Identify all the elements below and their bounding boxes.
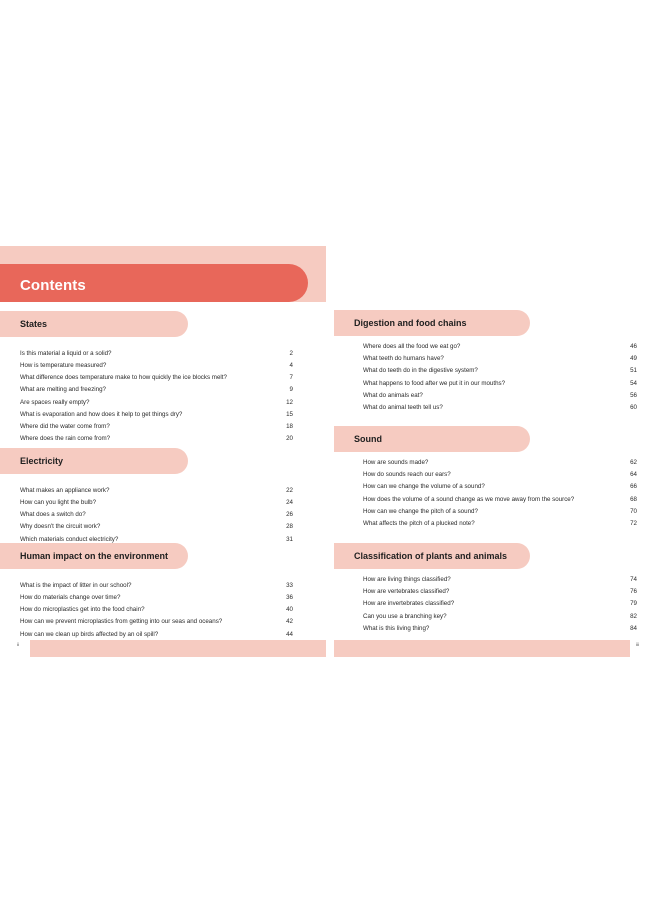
- toc-page-number: 74: [630, 576, 637, 583]
- toc-page-number: 24: [286, 499, 293, 507]
- toc-page-number: 46: [630, 343, 637, 350]
- toc-entry[interactable]: Where does all the food we eat go?: [363, 343, 461, 350]
- toc-entry[interactable]: What is this living thing?: [363, 624, 430, 632]
- section-title: Digestion and food chains: [354, 318, 467, 328]
- toc-entry[interactable]: What makes an appliance work?: [20, 487, 110, 494]
- toc-page-number: 15: [286, 410, 293, 418]
- page-number-left: ii: [17, 642, 19, 647]
- toc-page-number: 49: [630, 355, 637, 363]
- toc-page-number: 28: [286, 523, 293, 531]
- toc-entry[interactable]: What are melting and freezing?: [20, 386, 106, 394]
- toc-entry[interactable]: What affects the pitch of a plucked note?: [363, 520, 475, 527]
- toc-page-number: 12: [286, 398, 293, 406]
- toc-entry[interactable]: What do animals eat?: [363, 391, 423, 399]
- toc-entry[interactable]: How do microplastics get into the food chain?: [20, 606, 145, 614]
- toc-entry[interactable]: What is the impact of litter in our school?: [20, 582, 132, 589]
- toc-entry[interactable]: What do teeth do in the digestive system?: [363, 367, 478, 375]
- toc-page-number: 68: [630, 495, 637, 503]
- footer-bar-right: [334, 640, 630, 657]
- toc-page-number: 22: [286, 487, 293, 494]
- toc-page-number: 18: [286, 422, 293, 430]
- toc-entry[interactable]: How does the volume of a sound change as we move away from the source?: [363, 495, 575, 503]
- section-title: Electricity: [20, 456, 64, 466]
- toc-entry[interactable]: Is this material a liquid or a solid?: [20, 350, 112, 357]
- toc-page-number: 60: [630, 404, 637, 411]
- toc-entry[interactable]: What is evaporation and how does it help to get things dry?: [20, 410, 183, 418]
- toc-page-number: 82: [630, 612, 637, 620]
- section-title: Sound: [354, 434, 382, 444]
- toc-page-number: 84: [630, 624, 637, 632]
- toc-entry[interactable]: How do materials change over time?: [20, 594, 121, 602]
- toc-page-number: 4: [289, 362, 293, 370]
- toc-page-number: 9: [289, 386, 293, 394]
- toc-entry[interactable]: What difference does temperature make to how quickly the ice blocks melt?: [20, 374, 227, 382]
- toc-page-number: 20: [286, 435, 293, 443]
- toc-page-number: 7: [289, 374, 293, 382]
- toc-page-number: 31: [286, 535, 293, 543]
- toc-page-number: 26: [286, 511, 293, 519]
- section-title: Classification of plants and animals: [354, 551, 508, 561]
- toc-page-number: 56: [630, 391, 637, 399]
- toc-page-number: 44: [286, 630, 293, 638]
- toc-entry[interactable]: How are invertebrates classified?: [363, 600, 455, 608]
- toc-page-number: 2: [289, 350, 293, 357]
- toc-page-number: 54: [630, 379, 637, 387]
- toc-entry[interactable]: How can we prevent microplastics from getting into our seas and oceans?: [20, 618, 223, 626]
- toc-entry[interactable]: What happens to food after we put it in our mouths?: [363, 379, 506, 387]
- toc-entry[interactable]: How can we clean up birds affected by an oil spill?: [20, 630, 159, 638]
- toc-entry[interactable]: How are sounds made?: [363, 459, 429, 466]
- toc-page-number: 51: [630, 367, 637, 375]
- toc-entry[interactable]: How do sounds reach our ears?: [363, 471, 451, 479]
- toc-page-number: 66: [630, 483, 637, 491]
- section-title: States: [20, 319, 48, 329]
- toc-entry[interactable]: Where did the water come from?: [20, 422, 110, 430]
- toc-entry[interactable]: Are spaces really empty?: [20, 398, 90, 406]
- toc-page-number: 64: [630, 471, 637, 479]
- toc-page-number: 79: [630, 600, 637, 608]
- footer-bar-left: [30, 640, 326, 657]
- page-number-right: iii: [636, 642, 639, 647]
- toc-page-number: 62: [630, 459, 637, 466]
- section-title: Human impact on the environment: [20, 551, 169, 561]
- toc-entry[interactable]: How are living things classified?: [363, 576, 451, 583]
- toc-entry[interactable]: Where does the rain come from?: [20, 435, 111, 443]
- toc-entry[interactable]: Can you use a branching key?: [363, 612, 447, 620]
- toc-page-number: 76: [630, 588, 637, 596]
- toc-entry[interactable]: How can we change the pitch of a sound?: [363, 507, 478, 515]
- toc-entry[interactable]: How can we change the volume of a sound?: [363, 483, 485, 491]
- toc-entry[interactable]: How is temperature measured?: [20, 362, 107, 370]
- toc-entry[interactable]: How are vertebrates classified?: [363, 588, 450, 596]
- page-title: Contents: [20, 277, 86, 294]
- toc-entry[interactable]: What do animal teeth tell us?: [363, 404, 443, 411]
- toc-entry[interactable]: How can you light the bulb?: [20, 499, 97, 507]
- toc-page-number: 42: [286, 618, 293, 626]
- toc-entry[interactable]: What teeth do humans have?: [363, 355, 444, 363]
- toc-entry[interactable]: Which materials conduct electricity?: [20, 535, 119, 543]
- toc-page-number: 40: [286, 606, 293, 614]
- toc-page-number: 36: [286, 594, 293, 602]
- toc-page-number: 72: [630, 520, 637, 527]
- toc-entry[interactable]: What does a switch do?: [20, 511, 86, 519]
- toc-entry[interactable]: Why doesn't the circuit work?: [20, 523, 101, 531]
- toc-page-number: 33: [286, 582, 293, 589]
- toc-page-number: 70: [630, 507, 637, 515]
